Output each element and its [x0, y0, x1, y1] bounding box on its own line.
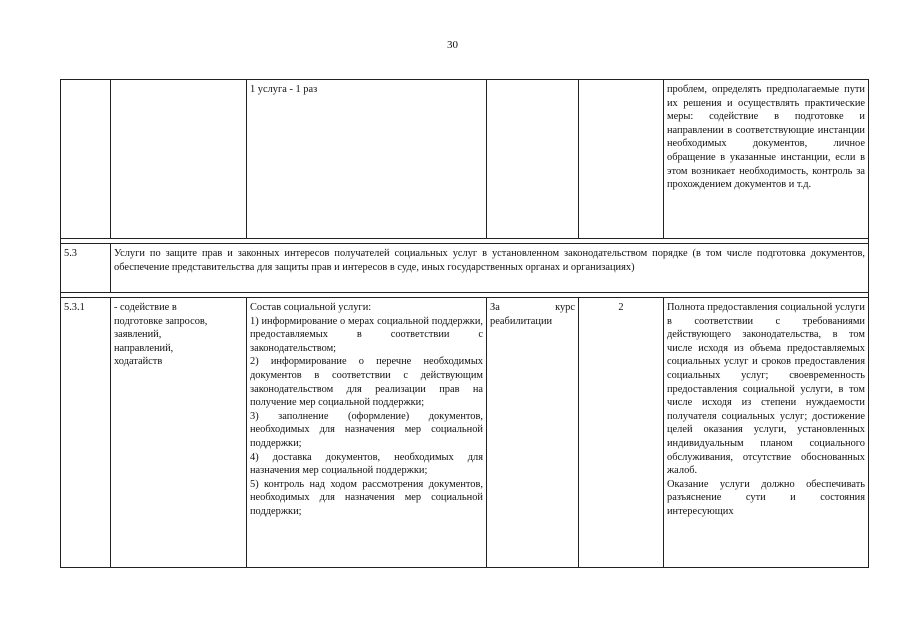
section-number: 5.3: [61, 244, 111, 293]
cont-composition-cell: 1 услуга - 1 раз: [247, 80, 487, 239]
item-name: - содействие в подготовке запросов, заявлений, направлений, ходатайств: [111, 298, 247, 568]
cont-period-cell: [487, 80, 579, 239]
item-quality: Полнота предоставления социальной услуги в соответствии с требованиями действующего законодательства, в том числе исходя из объема предоставляемых социальных услуг и сроков предоставления социальных услуг; своевременность предоставления социальной услуги, в том числе исходя из степени нуждаемости получателя социальных услуг; достижение целей оказания услуги, установленных индивидуальным планом социального обслуживания, отсутствие обоснованных жалоб. Оказание услуги должно обеспечивать разъяснение сути и состояния интересующих: [664, 298, 869, 568]
services-table: [60, 79, 869, 568]
cont-name-cell: [111, 80, 247, 239]
item-number: 5.3.1: [61, 298, 111, 568]
section-row: [61, 244, 869, 293]
item-row: [61, 298, 869, 568]
item-period: За курс реабилитации: [487, 298, 579, 568]
section-title: Услуги по защите прав и законных интересов получателей социальных услуг в установленном законодательством порядке (в том числе подготовка документов, обеспечение представительства для защиты прав и интересов в суде, иных государственных органах и организациях): [111, 244, 869, 293]
cont-quantity-cell: [579, 80, 664, 239]
item-composition: Состав социальной услуги: 1) информирование о мерах социальной поддержки, предоставляемых в соответствии с законодательством; 2) информирование о перечне необходимых документов в соответствии с действующим законодательством для реализации прав на получение мер социальной поддержки; 3) заполнение (оформление) документов, необходимых для назначения мер социальной поддержки; 4) доставка документов, необходимых для назначения мер социальной поддержки; 5) контроль над ходом рассмотрения документов, необходимых для назначения мер социальной поддержки;: [247, 298, 487, 568]
page-number: 30: [447, 39, 458, 51]
cont-number-cell: [61, 80, 111, 239]
continuation-row: [61, 80, 869, 239]
cont-quality-cell: проблем, определять предполагаемые пути их решения и осуществлять практические меры: содействие в подготовке и направлении в соответствующие инстанции необходимых документов, личное обращение в указанные инстанции, если в этом возникает необходимость, контроль за прохождением документов и т.д.: [664, 80, 869, 239]
item-quantity: 2: [579, 298, 664, 568]
